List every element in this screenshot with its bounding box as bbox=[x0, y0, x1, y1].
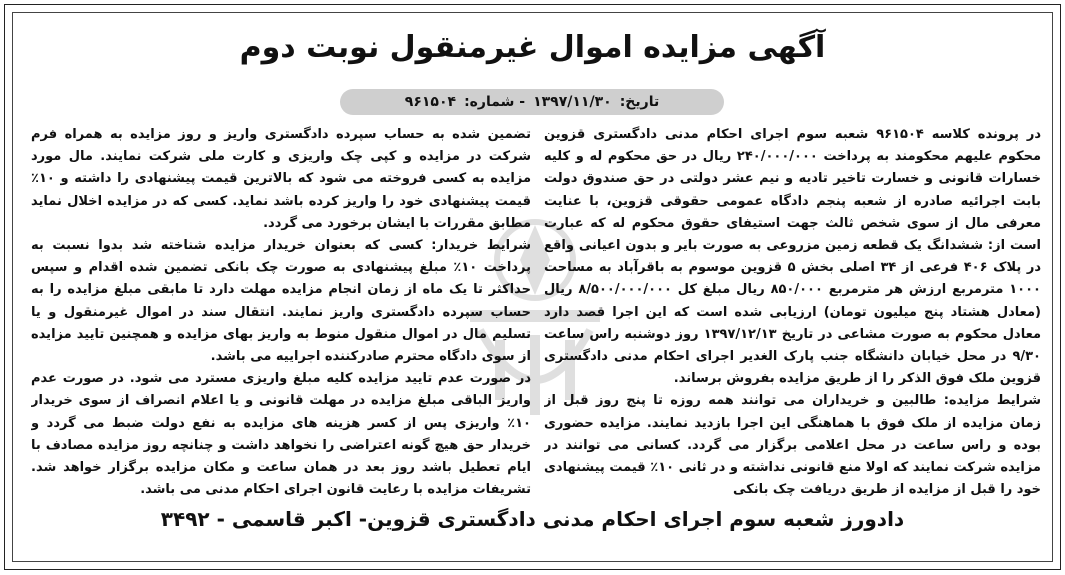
number-label: - شماره: bbox=[464, 94, 526, 110]
notice-title: آگهی مزایده اموال غیرمنقول نوبت دوم bbox=[239, 30, 826, 65]
buyer-conditions-paragraph bbox=[31, 235, 531, 368]
text-column-left bbox=[31, 124, 531, 502]
date-label: تاریخ: bbox=[619, 94, 660, 110]
guarantee-paragraph: تضمین شده به حساب سپرده دادگستری واریز و روز مزایده به همراه فرم شرکت در مزایده و کپی چک واریزی و کارت ملی شرکت نمایند. مال مورد مزایده به کسی فروخته می شود که بالاترین قیمت پیشنهادی را داشته و ۱۰٪ قیمت پیشنهادی خود را واریز کرده باشد نماید. کسی که در مزایده اخلال نماید مطابق مقررات با ایشان برخورد می گردد. bbox=[31, 127, 531, 231]
auction-conditions-paragraph bbox=[544, 390, 1041, 501]
refund-paragraph: در صورت عدم تایید مزایده کلیه مبلغ واریزی مسترد می شود. در صورت عدم واریز الباقی مبلغ مزایده در مهلت قانونی و یا اعلام انصراف از سوی خریدار ۱۰٪ واریزی پس از کسر هزینه های مزایده به نفع دولت ضبط می گردد و خریدار حق هیچ گونه اعتراضی را نخواهد داشت و چنانچه روز مزایده مصادف با ایام تعطیل باشد روز بعد در همان ساعت و مکان مزایده برگزار خواهد شد. تشریفات مزایده با رعایت قانون اجرای احکام مدنی می باشد. bbox=[31, 371, 531, 498]
text-column-right bbox=[544, 124, 1041, 502]
number-value: ۹۶۱۵۰۴ bbox=[404, 94, 457, 110]
date-number-band bbox=[340, 89, 724, 115]
buyer-conditions-text: کسی که بعنوان خریدار مزایده شناخته شد بدوا نسبت به پرداخت ۱۰٪ مبلغ پیشنهادی به صورت چک بانکی تضمین شده اقدام و سپس حداکثر تا یک ماه از زمان انجام مزایده مهلت دارد تا مابقی مبلغ مزایده را به حساب سپرده دادگستری واریز نمایند. انتقال سند در اموال غیرمنقول و یا تسلیم مال در اموال منقول منوط به واریز بهای مزایده و همچنین تایید مزایده از سوی دادگاه محترم صادرکننده اجراییه می باشد. bbox=[31, 238, 531, 365]
auction-conditions-label: شرایط مزایده: bbox=[943, 393, 1041, 409]
auction-conditions-text: طالبین و خریداران می توانند همه روزه تا پنج روز قبل از زمان مزایده از ملک فوق با هماهنگی این اجرا بازدید نمایند. مزایده حضوری بوده و راس ساعت در محل اعلامی برگزار می گردد. کسانی می توانند در مزایده شرکت نمایند که اولا منع قانونی نداشته و در ثانی ۱۰٪ قیمت پیشنهادی خود را قبل از مزایده از طریق دریافت چک بانکی bbox=[544, 393, 1041, 498]
signature-footer: دادورز شعبه سوم اجرای احکام مدنی دادگستری قزوین- اکبر قاسمی - ۳۴۹۲ bbox=[160, 507, 905, 531]
buyer-conditions-label: شرایط خریدار: bbox=[431, 238, 531, 254]
date-value: ۱۳۹۷/۱۱/۳۰ bbox=[533, 94, 612, 110]
case-paragraph: در پرونده کلاسه ۹۶۱۵۰۴ شعبه سوم اجرای احکام مدنی دادگستری قزوین محکوم علیهم محکومند به پرداخت ۲۴۰/۰۰۰/۰۰۰ ریال در حق محکوم له و کلیه خسارات قانونی و خسارت تاخیر تادیه و نیم عشر دولتی در حق صندوق دولت بابت اجرائیه صادره از شعبه پنجم دادگاه عمومی حقوقی قزوین، با عنایت معرفی مال از سوی شخص ثالث جهت استیفای حقوق محکوم له که عبارت است از: ششدانگ یک قطعه زمین مزروعی به صورت بایر و بدون اعیانی واقع در پلاک ۴۰۶ فرعی از ۳۴ اصلی بخش ۵ قزوین موسوم به باقرآباد به مساحت ۱۰۰۰ مترمربع ارزش هر مترمربع ۸۵۰/۰۰۰ ریال مبلغ کل ۸/۵۰۰/۰۰۰/۰۰۰ ریال (معادل هشتاد پنج میلیون تومان) ارزیابی شده است که این اجرا قصد دارد معادل محکوم به صورت مشاعی در تاریخ ۱۳۹۷/۱۲/۱۳ روز دوشنبه راس ساعت ۹/۳۰ در محل خیابان دانشگاه جنب پارک الغدیر اجرای احکام مدنی دادگستری قزوین ملک فوق الذکر را از طریق مزایده بفروش برساند. bbox=[544, 127, 1041, 387]
